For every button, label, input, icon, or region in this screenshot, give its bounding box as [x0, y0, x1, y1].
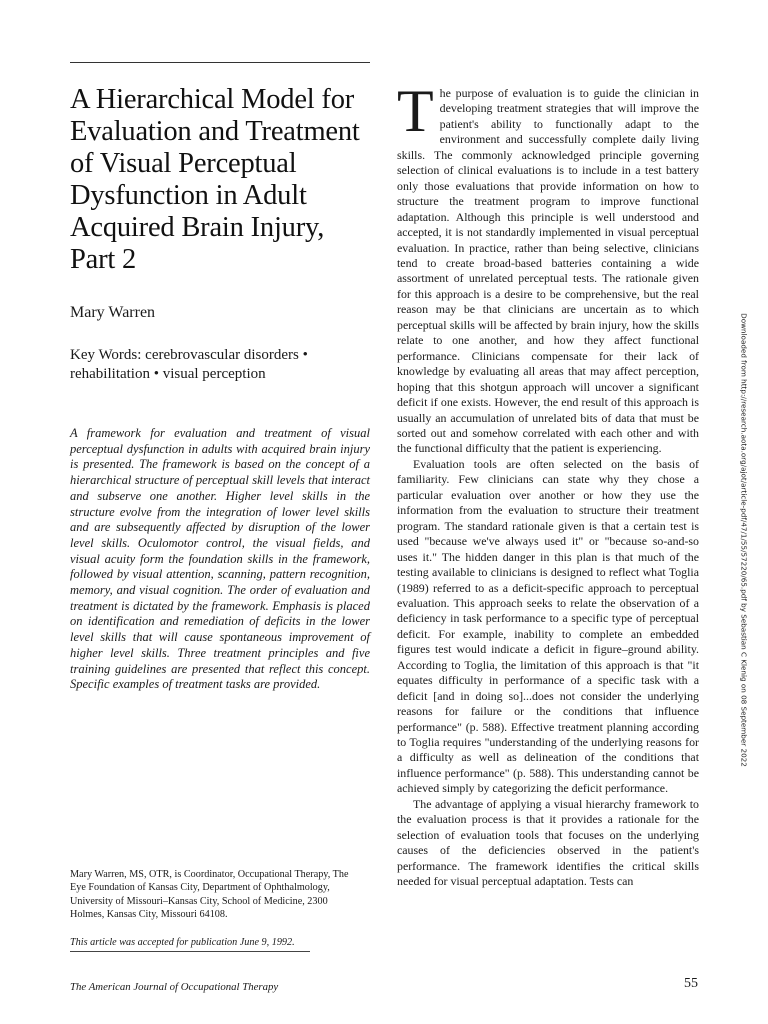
abstract: A framework for evaluation and treatment of visual perceptual dysfunction in adults with acquired brain injury is presented. The framework is based on the concept of a hierarchical structure of perceptual skill levels that interact and subserve one another. Higher level skills in the structure evolve from the integration of lower level skills and are subsequently affected by disruption of the lower level skills. Oculomotor control, the visual fields, and visual acuity form the foundation skills in the framework, followed by visual attention, scanning, pattern recognition, memory, and visual cognition. The order of evaluation and treatment is dictated by the framework. Emphasis is placed on identification and remediation of deficits in the lower level skills that will cause spontaneous improvement of higher level skills. Three treatment principles and five training guidelines are presented that reflect this concept. Specific examples of treatment tasks are provided.	[70, 426, 370, 692]
body-paragraph-1-text: he purpose of evaluation is to guide the clinician in developing treatment strategies that will improve the patient's ability to functionally adapt to the environment and successfully complete daily living skills. The commonly acknowledged principle governing selection of clinical evaluations is to include in a test battery only those evaluations that provide information on how to structure the treatment program to improve functional adaptation. Although this principle is well understood and accepted, it is not standardly implemented in visual perceptual evaluation. In practice, rather than being selective, clinicians tend to create broad-based batteries containing a wide assortment of unrelated perceptual tests. The rationale given for this approach is a desire to be comprehensive, but the real reason may be that clinicians are uncertain as to which perceptual skills will be affected by brain injury, how the skills relate to one another, and how they affect functional performance. Clinicians compensate for their lack of knowledge by evaluating all areas that may affect perception, hoping that this shotgun approach will uncover a significant deficit if one exists. However, the end result of this approach is usually an accumulation of unrelated bits of data that must be sorted out and somehow correlated with each other and with the functional difficulty that the patient is experiencing.	[397, 86, 699, 456]
body-paragraph-2: Evaluation tools are often selected on the basis of familiarity. Few clinicians can state why they chose a particular evaluation over another or how they use the information from the evaluation to structure their treatment program. The standard rationale given is that a certain test is used "because we've always used it" or "because so-and-so uses it." The hidden danger in this plan is that much of the testing available to clinicians is designed to reflect what Toglia (1989) referred to as a deficit-specific approach to perceptual evaluation. This approach seeks to relate the observation of a deficiency in task performance to a specific type of perceptual deficit. For example, inability to complete an embedded figures test would indicate a deficit in figure–ground ability. According to Toglia, the limitation of this approach is that "it equates difficulty in performance of a specific task with a deficit [and in doing so]...does not consider the underlying reasons for failure or the conditions that influence performance" (p. 588). Effective treatment planning according to Toglia requires "understanding of the underlying reasons for a difficulty as well as delineation of the conditions that influence performance" (p. 588). This understanding cannot be achieved simply by categorizing the deficit performance.	[397, 456, 699, 796]
acceptance-note: This article was accepted for publication June 9, 1992.	[70, 937, 295, 948]
author-affiliation: Mary Warren, MS, OTR, is Coordinator, Occupational Therapy, The Eye Foundation of Kansas City, Department of Ophthalmology, University of Missouri–Kansas City, School of Medicine, 2300 Holmes, Kansas City, Missouri 64108.	[70, 869, 349, 920]
author-name: Mary Warren	[70, 304, 156, 321]
acceptance-rule	[70, 951, 310, 952]
page-number: 55	[684, 976, 698, 991]
article-title: A Hierarchical Model for Evaluation and Treatment of Visual Perceptual Dysfunction in Adult Acquired Brain Injury, Part 2	[70, 84, 360, 275]
left-column	[70, 84, 370, 693]
top-rule	[70, 62, 370, 63]
body-paragraph-3: The advantage of applying a visual hierarchy framework to the evaluation process is that it provides a rationale for the selection of evaluation tools that focuses on the underlying causes of the deficiencies observed in the patient's performance. The framework identifies the critical skills needed for visual perceptual adaptation. Tests can	[397, 796, 699, 889]
journal-footer: The American Journal of Occupational Therapy	[70, 981, 279, 993]
drop-cap: T	[397, 78, 434, 144]
body-paragraph-1	[397, 78, 699, 457]
keywords: Key Words: cerebrovascular disorders • rehabilitation • visual perception	[70, 347, 308, 382]
download-watermark: Downloaded from http://research.aota.org/ajot/article-pdf/47/1/55/57220/65.pdf by Sebastian C Klenig on 08 September 2022	[739, 313, 749, 767]
body-column	[397, 78, 699, 890]
